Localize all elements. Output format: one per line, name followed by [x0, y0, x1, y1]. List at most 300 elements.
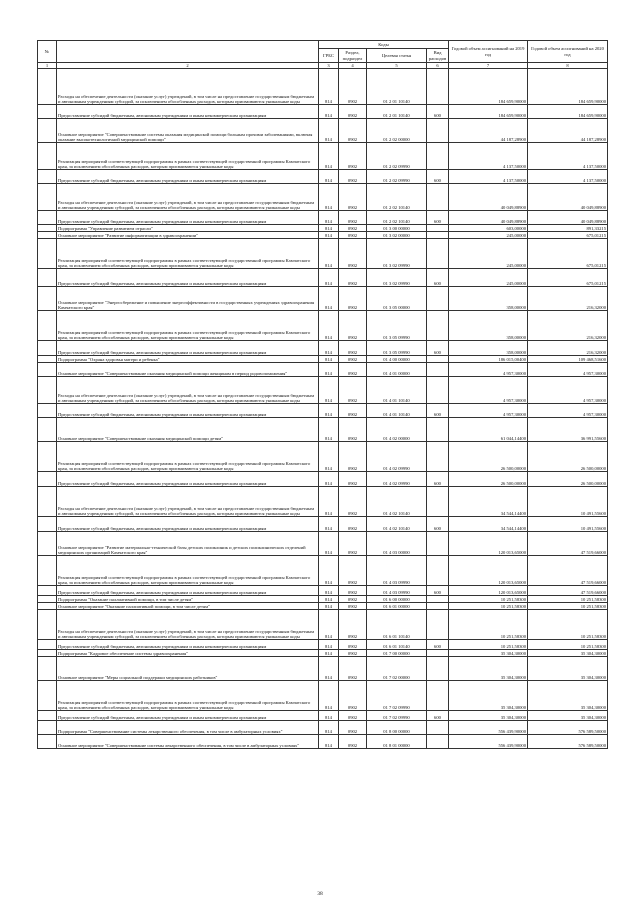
row-target-article: 01 8 01 00000 [367, 735, 427, 749]
column-number: 5 [367, 63, 427, 69]
row-grbs: 814 [319, 610, 339, 640]
row-target-article: 01 3 02 09990 [367, 269, 427, 287]
row-amount-2019: 603,00000 [449, 225, 528, 232]
row-target-article: 01 4 02 09990 [367, 472, 427, 487]
row-amount-2020: 216,32000 [528, 341, 608, 356]
row-grbs: 814 [319, 735, 339, 749]
table-header [38, 41, 608, 69]
row-amount-2020: 4 137,50000 [528, 143, 608, 170]
table-row [38, 532, 608, 556]
row-section: 0902 [339, 119, 367, 143]
row-amount-2019: 358,00000 [449, 287, 528, 311]
row-num-cell [38, 721, 57, 735]
row-num-cell [38, 586, 57, 596]
row-name: Расходы на обеспечение деятельности (оказание услуг) учреждений, в том числе на предоставление государственным бюджетным и автономным учреждениям субсидий, за исключением обособленных расходов, которым присваиваются уникальные коды [57, 184, 319, 211]
row-target-article: 01 4 03 00000 [367, 532, 427, 556]
row-num-cell [38, 341, 57, 356]
column-number: 1 [38, 63, 57, 69]
row-section: 0902 [339, 657, 367, 681]
row-name: Предоставление субсидий бюджетным, автономным учреждениям и иным некоммерческим организациям [57, 404, 319, 418]
table-row [38, 232, 608, 239]
row-section: 0902 [339, 556, 367, 586]
row-expense-type [427, 232, 449, 239]
row-name: Реализация мероприятий соответствующей подпрограммы в рамках соответствующей государственной программы Камчатского края, за исключением обособленных расходов, которым присваиваются уникальные коды [57, 556, 319, 586]
row-amount-2020: 184 659,90000 [528, 69, 608, 105]
row-name: Основное мероприятие "Меры социальной поддержки медицинских работников" [57, 657, 319, 681]
row-target-article: 01 7 02 00000 [367, 657, 427, 681]
row-amount-2019: 4 957,30000 [449, 363, 528, 377]
row-amount-2019: 35 304,30000 [449, 681, 528, 711]
table-row [38, 311, 608, 341]
row-amount-2019: 4 957,30000 [449, 377, 528, 404]
table-row [38, 442, 608, 472]
row-target-article: 01 3 00 00000 [367, 225, 427, 232]
row-num-cell [38, 556, 57, 586]
row-section: 0902 [339, 311, 367, 341]
table-row [38, 472, 608, 487]
row-num-cell [38, 404, 57, 418]
row-name: Расходы на обеспечение деятельности (оказание услуг) учреждений, в том числе на предоставление государственным бюджетным и автономным учреждениям субсидий, за исключением обособленных расходов, которым присваиваются уникальные коды [57, 610, 319, 640]
row-grbs: 814 [319, 232, 339, 239]
row-section: 0902 [339, 239, 367, 269]
table-row [38, 341, 608, 356]
row-section: 0902 [339, 650, 367, 657]
row-name: Предоставление субсидий бюджетным, автономным учреждениям и иным некоммерческим организациям [57, 517, 319, 532]
row-expense-type: 600 [427, 341, 449, 356]
row-target-article: 01 4 01 10140 [367, 404, 427, 418]
row-num-cell [38, 487, 57, 517]
row-grbs: 814 [319, 650, 339, 657]
row-amount-2019: 10 251,58300 [449, 596, 528, 603]
row-num-cell [38, 650, 57, 657]
row-num-cell [38, 596, 57, 603]
row-target-article: 01 2 02 09990 [367, 143, 427, 170]
row-grbs: 814 [319, 211, 339, 225]
row-amount-2019: 245,00000 [449, 269, 528, 287]
row-amount-2019: 245,00000 [449, 239, 528, 269]
row-expense-type [427, 556, 449, 586]
row-grbs: 814 [319, 287, 339, 311]
row-grbs: 814 [319, 225, 339, 232]
table-row [38, 681, 608, 711]
row-amount-2019: 44 187,28900 [449, 119, 528, 143]
table-row [38, 69, 608, 105]
header-grbs: ГРБС [319, 49, 339, 63]
table-row [38, 404, 608, 418]
table-row [38, 586, 608, 596]
row-num-cell [38, 184, 57, 211]
table-row [38, 225, 608, 232]
row-amount-2019: 358,00000 [449, 341, 528, 356]
row-section: 0902 [339, 487, 367, 517]
row-amount-2019: 10 251,58300 [449, 610, 528, 640]
column-number: 3 [319, 63, 339, 69]
row-grbs: 814 [319, 311, 339, 341]
row-expense-type [427, 143, 449, 170]
row-amount-2020: 36 991,55600 [528, 418, 608, 442]
row-section: 0902 [339, 721, 367, 735]
header-name [57, 41, 319, 63]
column-number: 6 [427, 63, 449, 69]
row-grbs: 814 [319, 532, 339, 556]
row-amount-2019: 120 013,65000 [449, 586, 528, 596]
table-row [38, 184, 608, 211]
row-section: 0902 [339, 356, 367, 363]
row-grbs: 814 [319, 184, 339, 211]
table-row [38, 363, 608, 377]
row-grbs: 814 [319, 269, 339, 287]
row-name: Предоставление субсидий бюджетным, автономным учреждениям и иным некоммерческим организациям [57, 341, 319, 356]
row-section: 0902 [339, 170, 367, 184]
row-amount-2020: 26 500,00000 [528, 472, 608, 487]
row-expense-type [427, 596, 449, 603]
row-amount-2019: 40 049,88900 [449, 184, 528, 211]
row-amount-2020: 10 251,58300 [528, 596, 608, 603]
row-section: 0902 [339, 596, 367, 603]
budget-table [37, 40, 608, 749]
row-grbs: 814 [319, 657, 339, 681]
row-expense-type [427, 184, 449, 211]
row-amount-2020: 4 957,30000 [528, 363, 608, 377]
row-name: Основное мероприятие "Энергосбережение и повышение энергоэффективности в государственных учреждениях здравоохранения Камчатского края" [57, 287, 319, 311]
row-section: 0902 [339, 225, 367, 232]
table-row [38, 119, 608, 143]
row-num-cell [38, 105, 57, 119]
row-num-cell [38, 418, 57, 442]
table-row [38, 287, 608, 311]
row-section: 0902 [339, 184, 367, 211]
row-target-article: 01 3 02 00000 [367, 232, 427, 239]
row-name: Предоставление субсидий бюджетным, автономным учреждениям и иным некоммерческим организациям [57, 170, 319, 184]
row-target-article: 01 3 02 09990 [367, 239, 427, 269]
row-amount-2020: 10 491,55600 [528, 487, 608, 517]
row-grbs: 814 [319, 721, 339, 735]
row-grbs: 814 [319, 640, 339, 650]
row-grbs: 814 [319, 239, 339, 269]
row-num-cell [38, 69, 57, 105]
row-target-article: 01 4 02 10140 [367, 487, 427, 517]
header-section: Раздел, подраздел [339, 49, 367, 63]
row-section: 0902 [339, 442, 367, 472]
row-amount-2020: 10 491,55600 [528, 517, 608, 532]
row-grbs: 814 [319, 517, 339, 532]
row-section: 0902 [339, 211, 367, 225]
row-grbs: 814 [319, 119, 339, 143]
page-number: 38 [317, 891, 323, 897]
row-name: Основное мероприятие "Развитие информатизации в здравоохранении" [57, 232, 319, 239]
row-grbs: 814 [319, 69, 339, 105]
row-amount-2019: 4 137,50000 [449, 143, 528, 170]
row-expense-type: 600 [427, 404, 449, 418]
row-target-article: 01 4 01 10140 [367, 377, 427, 404]
row-amount-2019: 61 044,14400 [449, 418, 528, 442]
row-name: Подпрограмма "Кадровое обеспечение системы здравоохранения" [57, 650, 319, 657]
row-expense-type [427, 287, 449, 311]
row-num-cell [38, 610, 57, 640]
row-amount-2019: 4 957,30000 [449, 404, 528, 418]
row-amount-2020: 47 519,66000 [528, 586, 608, 596]
row-amount-2020: 576 589,50000 [528, 721, 608, 735]
row-amount-2020: 675,01215 [528, 239, 608, 269]
row-num-cell [38, 239, 57, 269]
row-target-article: 01 4 03 09990 [367, 556, 427, 586]
budget-sheet [37, 40, 607, 749]
row-amount-2020: 4 137,50000 [528, 170, 608, 184]
table-row [38, 596, 608, 603]
row-amount-2020: 576 589,50000 [528, 735, 608, 749]
row-target-article: 01 6 01 10140 [367, 610, 427, 640]
row-expense-type [427, 721, 449, 735]
row-expense-type [427, 610, 449, 640]
table-row [38, 721, 608, 735]
row-num-cell [38, 472, 57, 487]
row-num-cell [38, 170, 57, 184]
column-number: 8 [528, 63, 608, 69]
row-amount-2020: 47 519,66000 [528, 532, 608, 556]
row-num-cell [38, 211, 57, 225]
header-codes: Коды [319, 41, 449, 49]
row-grbs: 814 [319, 596, 339, 603]
row-name: Расходы на обеспечение деятельности (оказание услуг) учреждений, в том числе на предоставление государственным бюджетным и автономным учреждениям субсидий, за исключением обособленных расходов, которым присваиваются уникальные коды [57, 377, 319, 404]
row-target-article: 01 4 02 09990 [367, 442, 427, 472]
row-expense-type: 600 [427, 472, 449, 487]
row-section: 0902 [339, 517, 367, 532]
row-target-article: 01 6 01 10140 [367, 640, 427, 650]
row-target-article: 01 3 05 09990 [367, 341, 427, 356]
table-row [38, 356, 608, 363]
row-name: Предоставление субсидий бюджетным, автономным учреждениям и иным некоммерческим организациям [57, 472, 319, 487]
row-num-cell [38, 377, 57, 404]
row-num-cell [38, 269, 57, 287]
row-name: Предоставление субсидий бюджетным, автономным учреждениям и иным некоммерческим организациям [57, 269, 319, 287]
row-expense-type: 600 [427, 269, 449, 287]
row-grbs: 814 [319, 603, 339, 610]
header-year-2019: Годовой объем ассигнований на 2019 год [449, 41, 528, 63]
row-expense-type [427, 657, 449, 681]
row-amount-2020: 44 187,28900 [528, 119, 608, 143]
row-amount-2019: 120 013,65000 [449, 532, 528, 556]
row-name: Основное мероприятие "Развитие материально-технической базы детских поликлиник и детских поликлинических отделений медицинских организаций Камчатского края" [57, 532, 319, 556]
table-row [38, 105, 608, 119]
row-grbs: 814 [319, 356, 339, 363]
row-expense-type [427, 69, 449, 105]
row-expense-type: 600 [427, 640, 449, 650]
row-section: 0902 [339, 105, 367, 119]
row-expense-type: 600 [427, 105, 449, 119]
row-expense-type [427, 603, 449, 610]
row-expense-type: 600 [427, 586, 449, 596]
table-row [38, 211, 608, 225]
row-amount-2020: 40 049,88900 [528, 211, 608, 225]
row-name: Расходы на обеспечение деятельности (оказание услуг) учреждений, в том числе на предоставление государственным бюджетным и автономным учреждениям субсидий, за исключением обособленных расходов, которым присваиваются уникальные коды [57, 487, 319, 517]
row-amount-2020: 35 304,30000 [528, 657, 608, 681]
row-amount-2019: 10 251,58300 [449, 640, 528, 650]
row-target-article: 01 6 00 00000 [367, 596, 427, 603]
row-name: Подпрограмма "Оказание паллиативной помощи, в том числе детям" [57, 596, 319, 603]
row-name: Предоставление субсидий бюджетным, автономным учреждениям и иным некоммерческим организациям [57, 640, 319, 650]
row-amount-2020: 4 957,30000 [528, 404, 608, 418]
row-expense-type [427, 363, 449, 377]
row-amount-2020: 10 251,58300 [528, 640, 608, 650]
row-section: 0902 [339, 711, 367, 721]
row-name: Основное мероприятие "Совершенствование системы оказания медицинской помощи больным прочими заболеваниями, включая оказание высокотехнологичной медицинской помощи" [57, 119, 319, 143]
row-amount-2020: 47 519,66000 [528, 556, 608, 586]
row-amount-2019: 245,00000 [449, 232, 528, 239]
header-expense-type: Вид расходов [427, 49, 449, 63]
row-amount-2020: 216,32000 [528, 287, 608, 311]
row-target-article: 01 3 05 09990 [367, 311, 427, 341]
row-grbs: 814 [319, 681, 339, 711]
row-num-cell [38, 517, 57, 532]
row-amount-2020: 35 304,30000 [528, 650, 608, 657]
table-row [38, 239, 608, 269]
row-target-article: 01 4 00 00000 [367, 356, 427, 363]
table-row [38, 640, 608, 650]
row-name: Реализация мероприятий соответствующей подпрограммы в рамках соответствующей государственной программы Камчатского края, за исключением обособленных расходов, которым присваиваются уникальные коды [57, 239, 319, 269]
row-name: Основное мероприятие "Совершенствование оказания медицинской помощи женщинам в период родовспоможения" [57, 363, 319, 377]
row-expense-type [427, 356, 449, 363]
row-name: Основное мероприятие "Совершенствование системы лекарственного обеспечения, в том числе в амбулаторных условиях" [57, 735, 319, 749]
row-grbs: 814 [319, 170, 339, 184]
row-name: Реализация мероприятий соответствующей подпрограммы в рамках соответствующей государственной программы Камчатского края, за исключением обособленных расходов, которым присваиваются уникальные коды [57, 681, 319, 711]
row-name: Расходы на обеспечение деятельности (оказание услуг) учреждений, в том числе на предоставление государственным бюджетным и автономным учреждениям субсидий, за исключением обособленных расходов, которым присваиваются уникальные коды [57, 69, 319, 105]
row-amount-2020: 26 500,00000 [528, 442, 608, 472]
row-expense-type [427, 735, 449, 749]
row-expense-type [427, 532, 449, 556]
row-grbs: 814 [319, 143, 339, 170]
table-row [38, 170, 608, 184]
row-grbs: 814 [319, 472, 339, 487]
table-row [38, 269, 608, 287]
row-target-article: 01 7 02 09990 [367, 711, 427, 721]
row-target-article: 01 2 02 00000 [367, 119, 427, 143]
row-target-article: 01 2 02 10140 [367, 211, 427, 225]
row-section: 0902 [339, 377, 367, 404]
row-name: Реализация мероприятий соответствующей подпрограммы в рамках соответствующей государственной программы Камчатского края, за исключением обособленных расходов, которым присваиваются уникальные коды [57, 311, 319, 341]
row-amount-2020: 10 251,58300 [528, 610, 608, 640]
row-section: 0902 [339, 404, 367, 418]
row-name: Предоставление субсидий бюджетным, автономным учреждениям и иным некоммерческим организациям [57, 211, 319, 225]
row-target-article: 01 2 02 09990 [367, 170, 427, 184]
row-expense-type [427, 442, 449, 472]
row-amount-2019: 358,00000 [449, 311, 528, 341]
row-amount-2020: 4 957,30000 [528, 377, 608, 404]
row-num-cell [38, 311, 57, 341]
header-num: № [38, 41, 57, 63]
row-name: Реализация мероприятий соответствующей подпрограммы в рамках соответствующей государственной программы Камчатского края, за исключением обособленных расходов, которым присваиваются уникальные коды [57, 442, 319, 472]
row-amount-2019: 186 015,00400 [449, 356, 528, 363]
table-row [38, 711, 608, 721]
row-target-article: 01 4 02 10140 [367, 517, 427, 532]
row-amount-2019: 35 304,30000 [449, 650, 528, 657]
row-expense-type: 600 [427, 711, 449, 721]
column-number: 2 [57, 63, 319, 69]
row-target-article: 01 7 02 09990 [367, 681, 427, 711]
row-name: Основное мероприятие "Совершенствование оказания медицинской помощи детям" [57, 418, 319, 442]
header-target-article: Целевая статья [367, 49, 427, 63]
row-num-cell [38, 735, 57, 749]
table-body [38, 69, 608, 749]
row-num-cell [38, 119, 57, 143]
row-amount-2020: 675,01215 [528, 232, 608, 239]
table-row [38, 650, 608, 657]
row-amount-2020: 109 468,51600 [528, 356, 608, 363]
row-num-cell [38, 532, 57, 556]
table-row [38, 556, 608, 586]
row-amount-2019: 10 251,58300 [449, 603, 528, 610]
row-num-cell [38, 225, 57, 232]
row-expense-type [427, 239, 449, 269]
table-row [38, 603, 608, 610]
row-num-cell [38, 363, 57, 377]
row-num-cell [38, 681, 57, 711]
row-expense-type [427, 377, 449, 404]
row-expense-type [427, 225, 449, 232]
row-amount-2019: 4 137,50000 [449, 170, 528, 184]
row-section: 0902 [339, 363, 367, 377]
row-name: Реализация мероприятий соответствующей подпрограммы в рамках соответствующей государственной программы Камчатского края, за исключением обособленных расходов, которым присваиваются уникальные коды [57, 143, 319, 170]
row-name: Основное мероприятие "Оказание паллиативной помощи, в том числе детям" [57, 603, 319, 610]
row-target-article: 01 6 01 00000 [367, 603, 427, 610]
row-grbs: 814 [319, 487, 339, 517]
row-amount-2019: 35 304,30000 [449, 657, 528, 681]
row-grbs: 814 [319, 442, 339, 472]
row-section: 0902 [339, 640, 367, 650]
row-target-article: 01 4 02 00000 [367, 418, 427, 442]
row-amount-2020: 675,01215 [528, 269, 608, 287]
row-grbs: 814 [319, 363, 339, 377]
row-num-cell [38, 442, 57, 472]
row-section: 0902 [339, 610, 367, 640]
row-section: 0902 [339, 681, 367, 711]
column-number: 7 [449, 63, 528, 69]
row-num-cell [38, 711, 57, 721]
row-grbs: 814 [319, 556, 339, 586]
row-amount-2019: 556 439,90000 [449, 735, 528, 749]
row-amount-2020: 891,33215 [528, 225, 608, 232]
row-grbs: 814 [319, 586, 339, 596]
row-section: 0902 [339, 735, 367, 749]
row-expense-type: 600 [427, 517, 449, 532]
row-num-cell [38, 287, 57, 311]
row-amount-2020: 35 304,30000 [528, 711, 608, 721]
row-target-article: 01 7 00 00000 [367, 650, 427, 657]
row-amount-2020: 10 251,58300 [528, 603, 608, 610]
row-name: Предоставление субсидий бюджетным, автономным учреждениям и иным некоммерческим организациям [57, 586, 319, 596]
row-section: 0902 [339, 232, 367, 239]
row-num-cell [38, 603, 57, 610]
row-name: Подпрограмма "Совершенствование системы лекарственного обеспечения, в том числе в амбулаторных условиях" [57, 721, 319, 735]
row-section: 0902 [339, 472, 367, 487]
row-target-article: 01 2 01 10140 [367, 105, 427, 119]
row-expense-type: 600 [427, 211, 449, 225]
row-name: Предоставление субсидий бюджетным, автономным учреждениям и иным некоммерческим организациям [57, 711, 319, 721]
column-number: 4 [339, 63, 367, 69]
row-expense-type [427, 119, 449, 143]
row-grbs: 814 [319, 377, 339, 404]
row-amount-2019: 26 500,00000 [449, 472, 528, 487]
row-target-article: 01 4 01 00000 [367, 363, 427, 377]
row-target-article: 01 4 03 09990 [367, 586, 427, 596]
row-section: 0902 [339, 341, 367, 356]
row-amount-2019: 40 049,88900 [449, 211, 528, 225]
row-section: 0902 [339, 586, 367, 596]
row-amount-2020: 184 659,90000 [528, 105, 608, 119]
row-amount-2019: 26 500,00000 [449, 442, 528, 472]
row-section: 0902 [339, 287, 367, 311]
row-name: Предоставление субсидий бюджетным, автономным учреждениям и иным некоммерческим организациям [57, 105, 319, 119]
row-expense-type [427, 681, 449, 711]
